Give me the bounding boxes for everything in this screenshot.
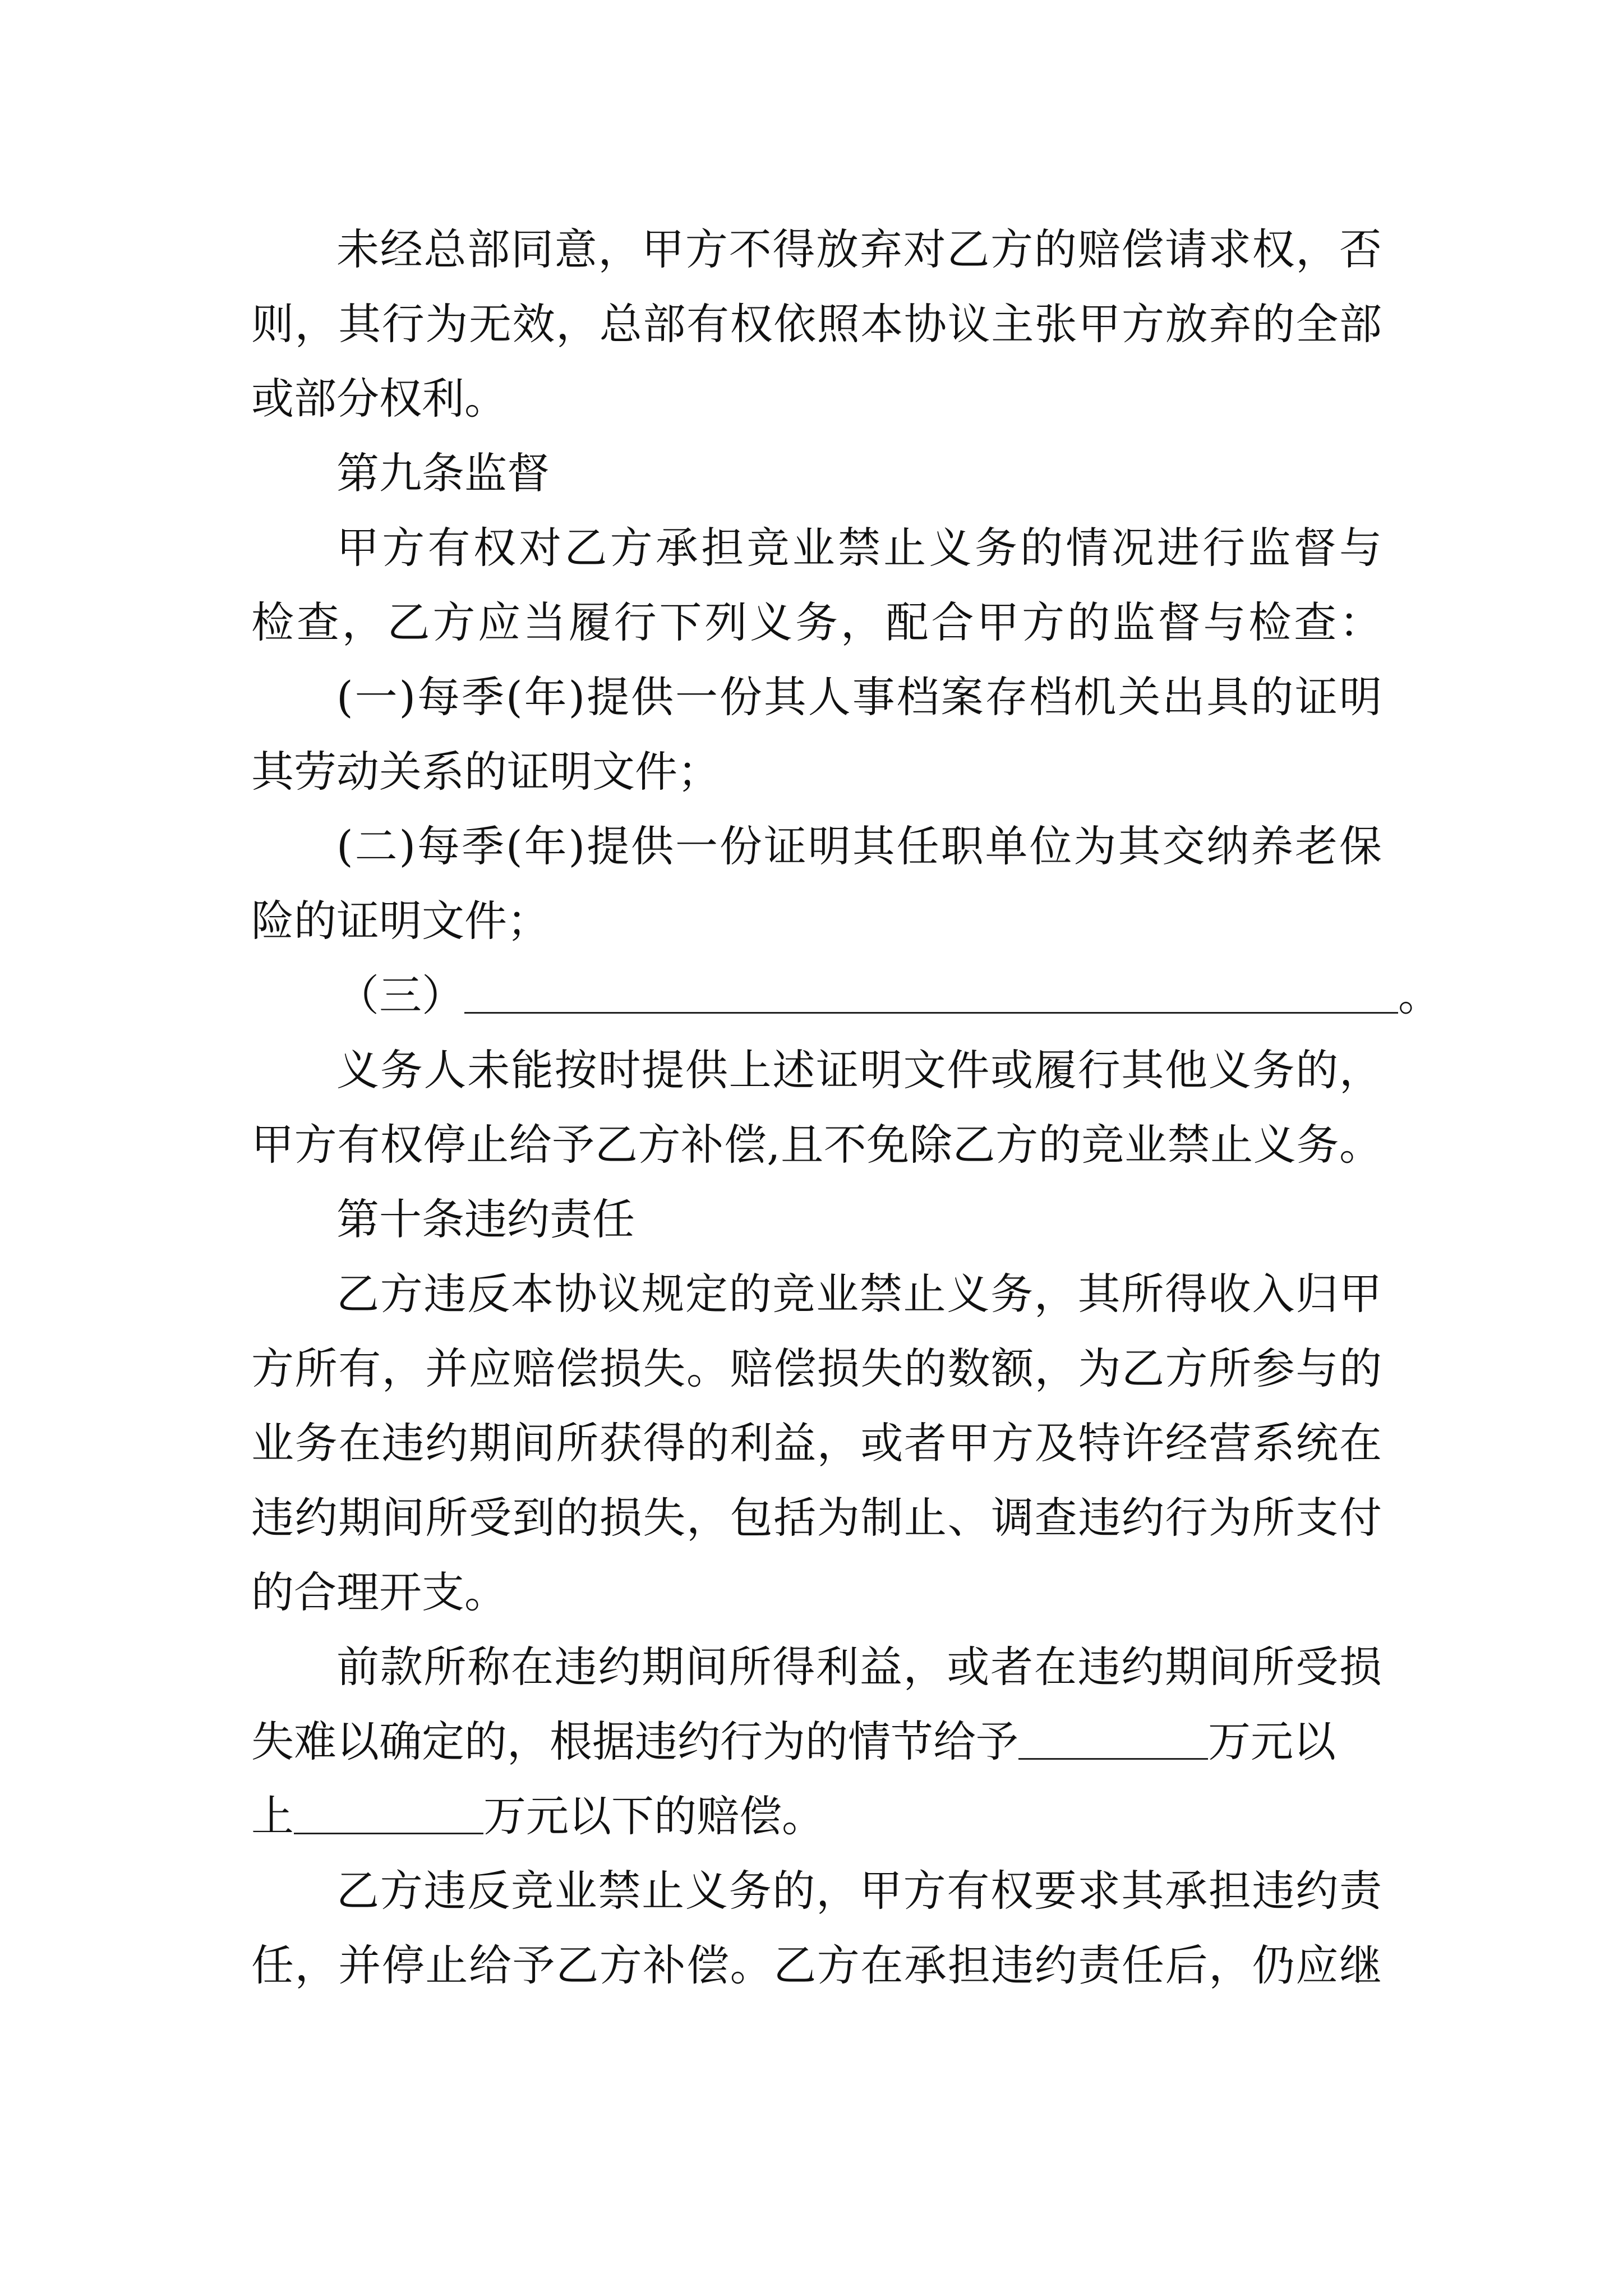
paragraph-line: 违约期间所受到的损失，包括为制止、调查违约行为所支付 [251, 1493, 1382, 1543]
paragraph-line: 前款所称在违约期间所得利益，或者在违约期间所受损 [336, 1642, 1382, 1692]
paragraph-line: 甲方有权对乙方承担竞业禁止义务的情况进行监督与 [336, 523, 1382, 573]
list-item-line [251, 958, 1441, 1033]
paragraph-line: 未经总部同意，甲方不得放弃对乙方的赔偿请求权，否 [336, 224, 1382, 274]
document-body [251, 212, 1441, 2003]
paragraph-line: 乙方违反竞业禁止义务的，甲方有权要求其承担违约责 [336, 1866, 1382, 1916]
paragraph-line: 则，其行为无效，总部有权依照本协议主张甲方放弃的全部 [251, 299, 1382, 349]
paragraph-line [251, 1704, 1382, 1779]
section-heading: 第十条违约责任 [336, 1194, 635, 1244]
paragraph-line: 乙方违反本协议规定的竞业禁止义务，其所得收入归甲 [336, 1269, 1382, 1319]
paragraph-line: 业务在违约期间所获得的利益，或者甲方及特许经营系统在 [251, 1418, 1382, 1468]
list-item-end: 。 [1398, 970, 1441, 1020]
fill-in-blank [294, 1790, 483, 1834]
paragraph-line: 方所有，并应赔偿损失。赔偿损失的数额，为乙方所参与的 [251, 1343, 1382, 1393]
fill-in-blank [1018, 1715, 1208, 1760]
fill-in-blank [464, 969, 1398, 1014]
paragraph-line: 或部分权利。 [251, 374, 507, 424]
paragraph-line: 甲方有权停止给予乙方补偿,且不免除乙方的竞业禁止义务。 [251, 1120, 1382, 1170]
paragraph-line [251, 1779, 1382, 1853]
list-item-line: (二)每季(年)提供一份证明其任职单位为其交纳养老保 [336, 821, 1382, 871]
list-item-line: 险的证明文件； [251, 896, 550, 946]
paragraph-line: 义务人未能按时提供上述证明文件或履行其他义务的， [336, 1045, 1382, 1095]
list-item-label: （三） [336, 970, 464, 1020]
list-item-line: 其劳动关系的证明文件； [251, 747, 720, 797]
line-text: 万元以下的赔偿。 [483, 1791, 824, 1841]
paragraph-line: 检查，乙方应当履行下列义务，配合甲方的监督与检查： [251, 597, 1382, 647]
line-text: 万元以 [1208, 1717, 1336, 1766]
line-text: 上 [251, 1791, 294, 1841]
section-heading: 第九条监督 [336, 448, 550, 498]
list-item-line: (一)每季(年)提供一份其人事档案存档机关出具的证明 [336, 672, 1382, 722]
paragraph-line: 的合理开支。 [251, 1567, 507, 1617]
line-text: 失难以确定的，根据违约行为的情节给予 [251, 1717, 1018, 1766]
paragraph-line: 任，并停止给予乙方补偿。乙方在承担违约责任后，仍应继 [251, 1940, 1382, 1990]
